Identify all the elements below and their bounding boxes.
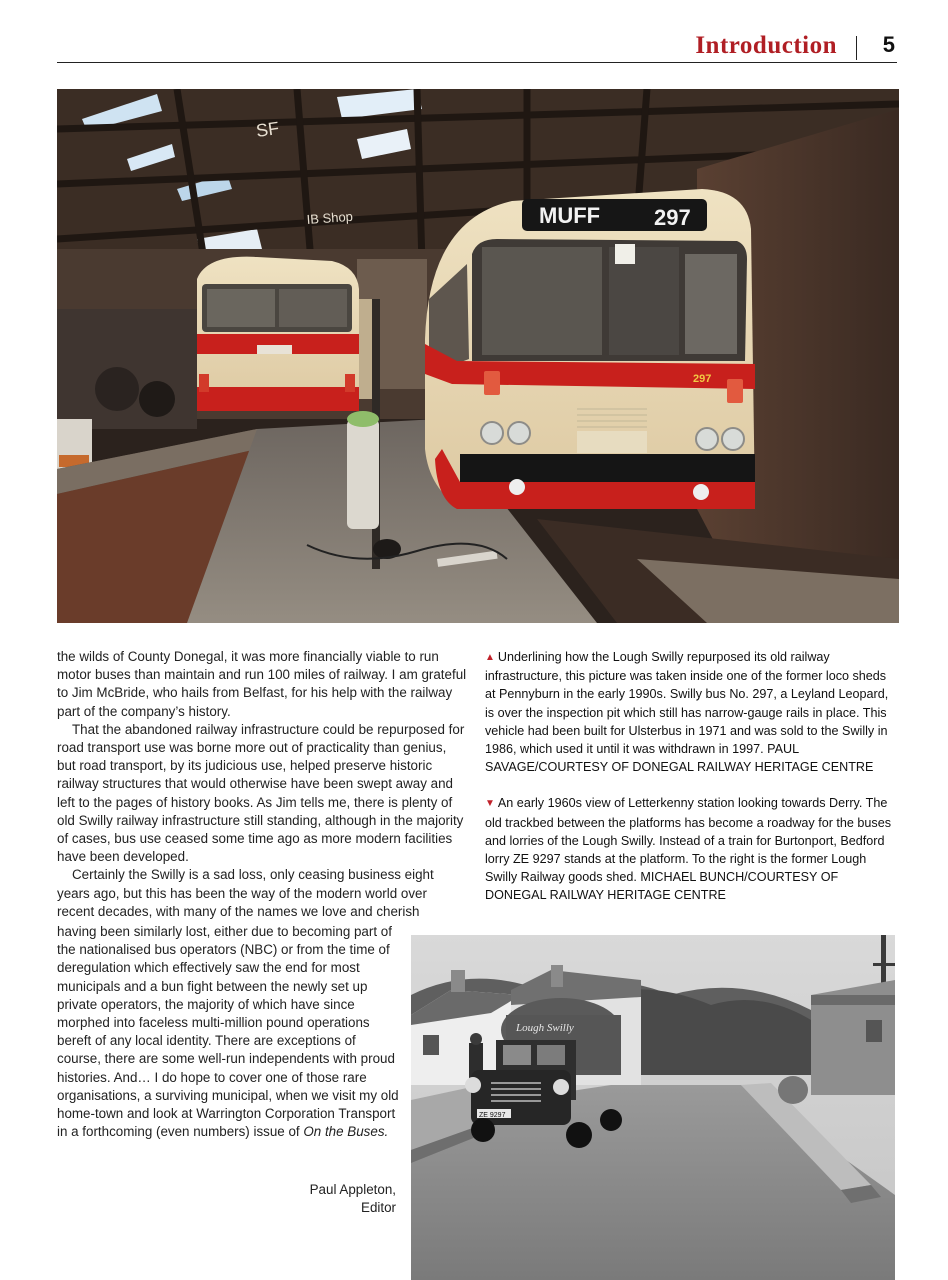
roof-text-1: SF [254, 117, 281, 141]
signature-name: Paul Appleton, [309, 1182, 396, 1197]
article-paragraph-2: That the abandoned railway infrastructure could be repurposed for road transport use was borne more out of practicality than genius, but road transport, by its judicious use, helped preserve historic railway structures that would otherwise have been swept away and left to the pages of history books. As Jim tells me, there is plenty of old Swilly railway infrastructure still standing, although in the majority of cases, bus use ceased some time ago as more modern facilities have been developed. [57, 721, 465, 865]
captions-column [485, 648, 897, 923]
caption-bottom-photo [485, 794, 897, 904]
small-bus [197, 257, 379, 411]
roof-text-2: IB Shop [306, 208, 354, 227]
bus-depot-illustration [57, 89, 899, 623]
article-continued-text: having been similarly lost, either due to becoming part of the nationalised bus operators (NBC) or from the time of deregulation which effectively saw the end for most municipals and a bun fight between the newly set up private operators, the majority of which have since morphed into faceless multi-million pound operations bereft of any local identity. There are exceptions of course, there are some well-run independents with proud histories. And… I do hope to cover one of those rare organisations, a surviving municipal, when we visit my old home-town and look at Warrington Corporation Transport in a forthcoming (even numbers) issue of [57, 924, 399, 1140]
lorry-registration: ZE 9297 [479, 1112, 506, 1119]
bus-297 [425, 189, 755, 509]
header-divider [856, 36, 858, 60]
photo-station-lorry [411, 935, 895, 1280]
page-header [57, 28, 897, 63]
caption-bottom-text: An early 1960s view of Letterkenny station looking towards Derry. The old trackbed between the platforms has become a roadway for the buses and lorries of the Lough Swilly. Instead of a train for Burtonport, Bedford lorry ZE 9297 stands at the platform. To the right is the former Lough Swilly Railway goods shed. MICHAEL BUNCH/COURTESY OF DONEGAL RAILWAY HERITAGE CENTRE [485, 796, 892, 903]
section-title: Introduction [695, 32, 837, 59]
station-illustration [411, 935, 895, 1280]
signature [310, 1181, 396, 1217]
page-number: 5 [882, 32, 895, 57]
magazine-title: On the Buses. [303, 1124, 389, 1140]
photo-bus-depot [57, 89, 899, 623]
destination-sign: MUFF [539, 203, 601, 228]
article-column-left-narrow [57, 923, 402, 1141]
arrow-up-icon: ▲ [485, 652, 495, 663]
signature-role: Editor [361, 1200, 396, 1216]
caption-top-photo [485, 648, 897, 776]
caption-top-text: Underlining how the Lough Swilly repurposed its old railway infrastructure, this picture was taken inside one of the former loco sheds at Pennyburn in the early 1990s. Swilly bus No. 297, a Leyland Leopard, is over the inspection pit which still has narrow-gauge rails in place. This vehicle had been built for Ulsterbus in 1971 and was sold to the Swilly in 1986, which used it until it was withdrawn in 1997. PAUL SAVAGE/COURTESY OF DONEGAL RAILWAY HERITAGE CENTRE [485, 650, 889, 775]
arrow-down-icon: ▼ [485, 798, 495, 810]
article-column-left [57, 648, 467, 921]
route-number: 297 [654, 205, 691, 230]
article-paragraph-3: Certainly the Swilly is a sad loss, only ceasing business eight years ago, but this has been the way of the modern world over recent decades, with many of the names we love and cherish [57, 867, 434, 919]
fleet-number: 297 [693, 373, 712, 385]
article-paragraph-3-continued [57, 923, 402, 1141]
lorry-sign: Lough Swilly [516, 1022, 574, 1034]
article-paragraph-1: the wilds of County Donegal, it was more financially viable to run motor buses than maintain and run 100 miles of railway. I am grateful to Jim McBride, who hails from Belfast, for his help with the railway part of the company’s history. [57, 649, 467, 719]
